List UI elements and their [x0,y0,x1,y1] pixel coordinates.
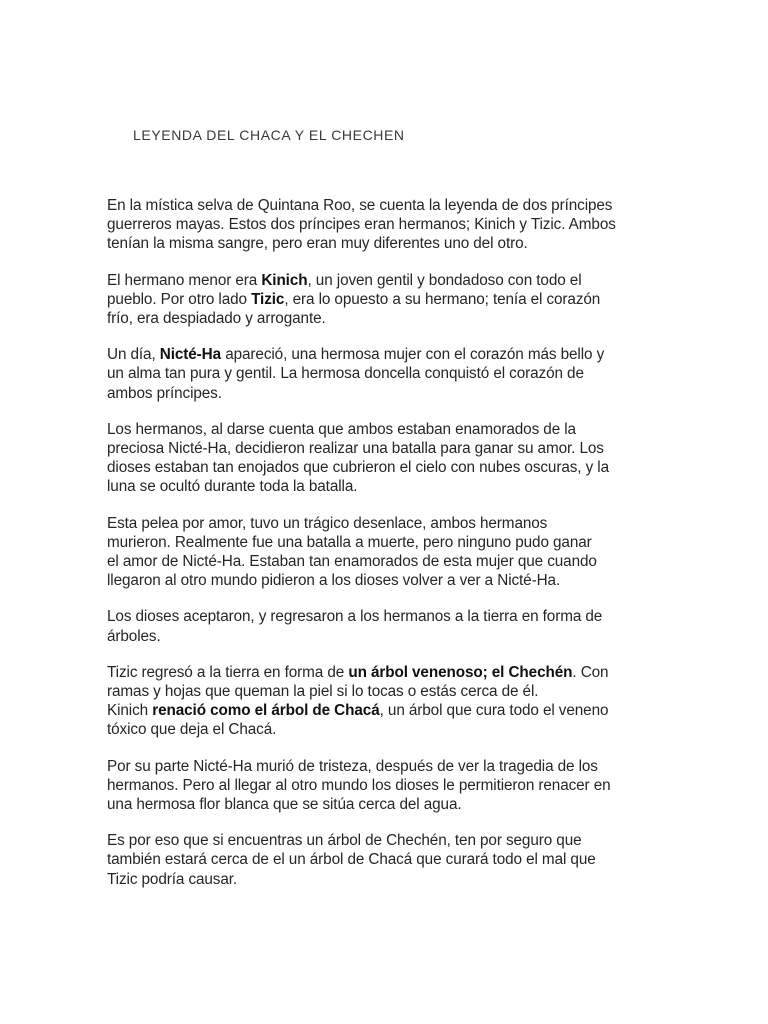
text-run: pueblo. Por otro lado [107,290,252,308]
text-line: llegaron al otro mundo pidieron a los dioses volver a ver a Nicté-Ha. [107,572,561,590]
text-line: Por su parte Nicté-Ha murió de tristeza, después de ver la tragedia de los [107,757,598,775]
text-line [107,271,667,290]
text-line [107,345,667,364]
text-line: guerreros mayas. Estos dos príncipes eran hermanos; Kinich y Tizic. Ambos [107,216,616,234]
text-line: tóxico que deja el Chacá. [107,721,277,739]
paragraph-7 [107,663,667,740]
paragraph-5 [107,514,667,591]
text-line: murieron. Realmente fue una batalla a muerte, pero ninguno pudo ganar [107,533,592,551]
text-run: , un árbol que cura todo el veneno [379,702,609,720]
text-line: preciosa Nicté-Ha, decidieron realizar una batalla para ganar su amor. Los [107,440,604,458]
text-run: apareció, una hermosa mujer con el corazón más bello y [221,346,605,364]
bold-phrase-chechen: un árbol venenoso; el Chechén [348,663,573,681]
bold-phrase-chaca: renació como el árbol de Chacá [152,702,380,720]
bold-name-kinich: Kinich [261,271,308,289]
paragraph-2 [107,271,667,329]
text-line: hermanos. Pero al llegar al otro mundo los dioses le permitieron renacer en [107,776,611,794]
text-line [107,663,667,682]
text-line [107,290,667,309]
text-line: En la mística selva de Quintana Roo, se cuenta la leyenda de dos príncipes [107,197,613,214]
text-line: árboles. [107,627,161,645]
text-line: luna se ocultó durante toda la batalla. [107,478,358,496]
text-run: El hermano menor era [107,271,262,289]
text-line: tenían la misma sangre, pero eran muy diferentes uno del otro. [107,235,528,253]
paragraph-9 [107,831,667,889]
text-run: . Con [572,663,609,681]
document-title: LEYENDA DEL CHACA Y EL CHECHEN [133,127,405,143]
text-line: Es por eso que si encuentras un árbol de Chechén, ten por seguro que [107,832,582,850]
text-run: , un joven gentil y bondadoso con todo el [307,271,582,289]
text-run: Un día, [107,346,160,364]
text-line: Los dioses aceptaron, y regresaron a los hermanos a la tierra en forma de [107,608,603,626]
paragraph-6 [107,607,667,645]
text-line: dioses estaban tan enojados que cubrieron el cielo con nubes oscuras, y la [107,459,609,477]
text-line: Esta pelea por amor, tuvo un trágico desenlace, ambos hermanos [107,514,548,532]
text-line: una hermosa flor blanca que se sitúa cerca del agua. [107,796,462,814]
text-line: Tizic podría causar. [107,870,238,888]
paragraph-8 [107,757,667,815]
text-line: frío, era despiadado y arrogante. [107,310,326,328]
text-line [107,701,667,720]
document-body [107,196,667,906]
text-line: el amor de Nicté-Ha. Estaban tan enamorados de esta mujer que cuando [107,553,597,571]
text-line: Los hermanos, al darse cuenta que ambos estaban enamorados de la [107,420,576,438]
paragraph-3 [107,345,667,403]
paragraph-4 [107,420,667,497]
text-line: un alma tan pura y gentil. La hermosa doncella conquistó el corazón de [107,365,584,383]
paragraph-1 [107,196,667,254]
text-line: también estará cerca de el un árbol de Chacá que curará todo el mal que [107,851,596,869]
text-run: , era lo opuesto a su hermano; tenía el corazón [284,290,601,308]
text-run: Kinich [107,702,153,720]
text-run: Tizic regresó a la tierra en forma de [107,663,349,681]
bold-name-nicte-ha: Nicté-Ha [159,346,222,364]
text-line: ramas y hojas que queman la piel si lo tocas o estás cerca de él. [107,683,539,701]
text-line: ambos príncipes. [107,384,222,402]
bold-name-tizic: Tizic [251,290,285,308]
